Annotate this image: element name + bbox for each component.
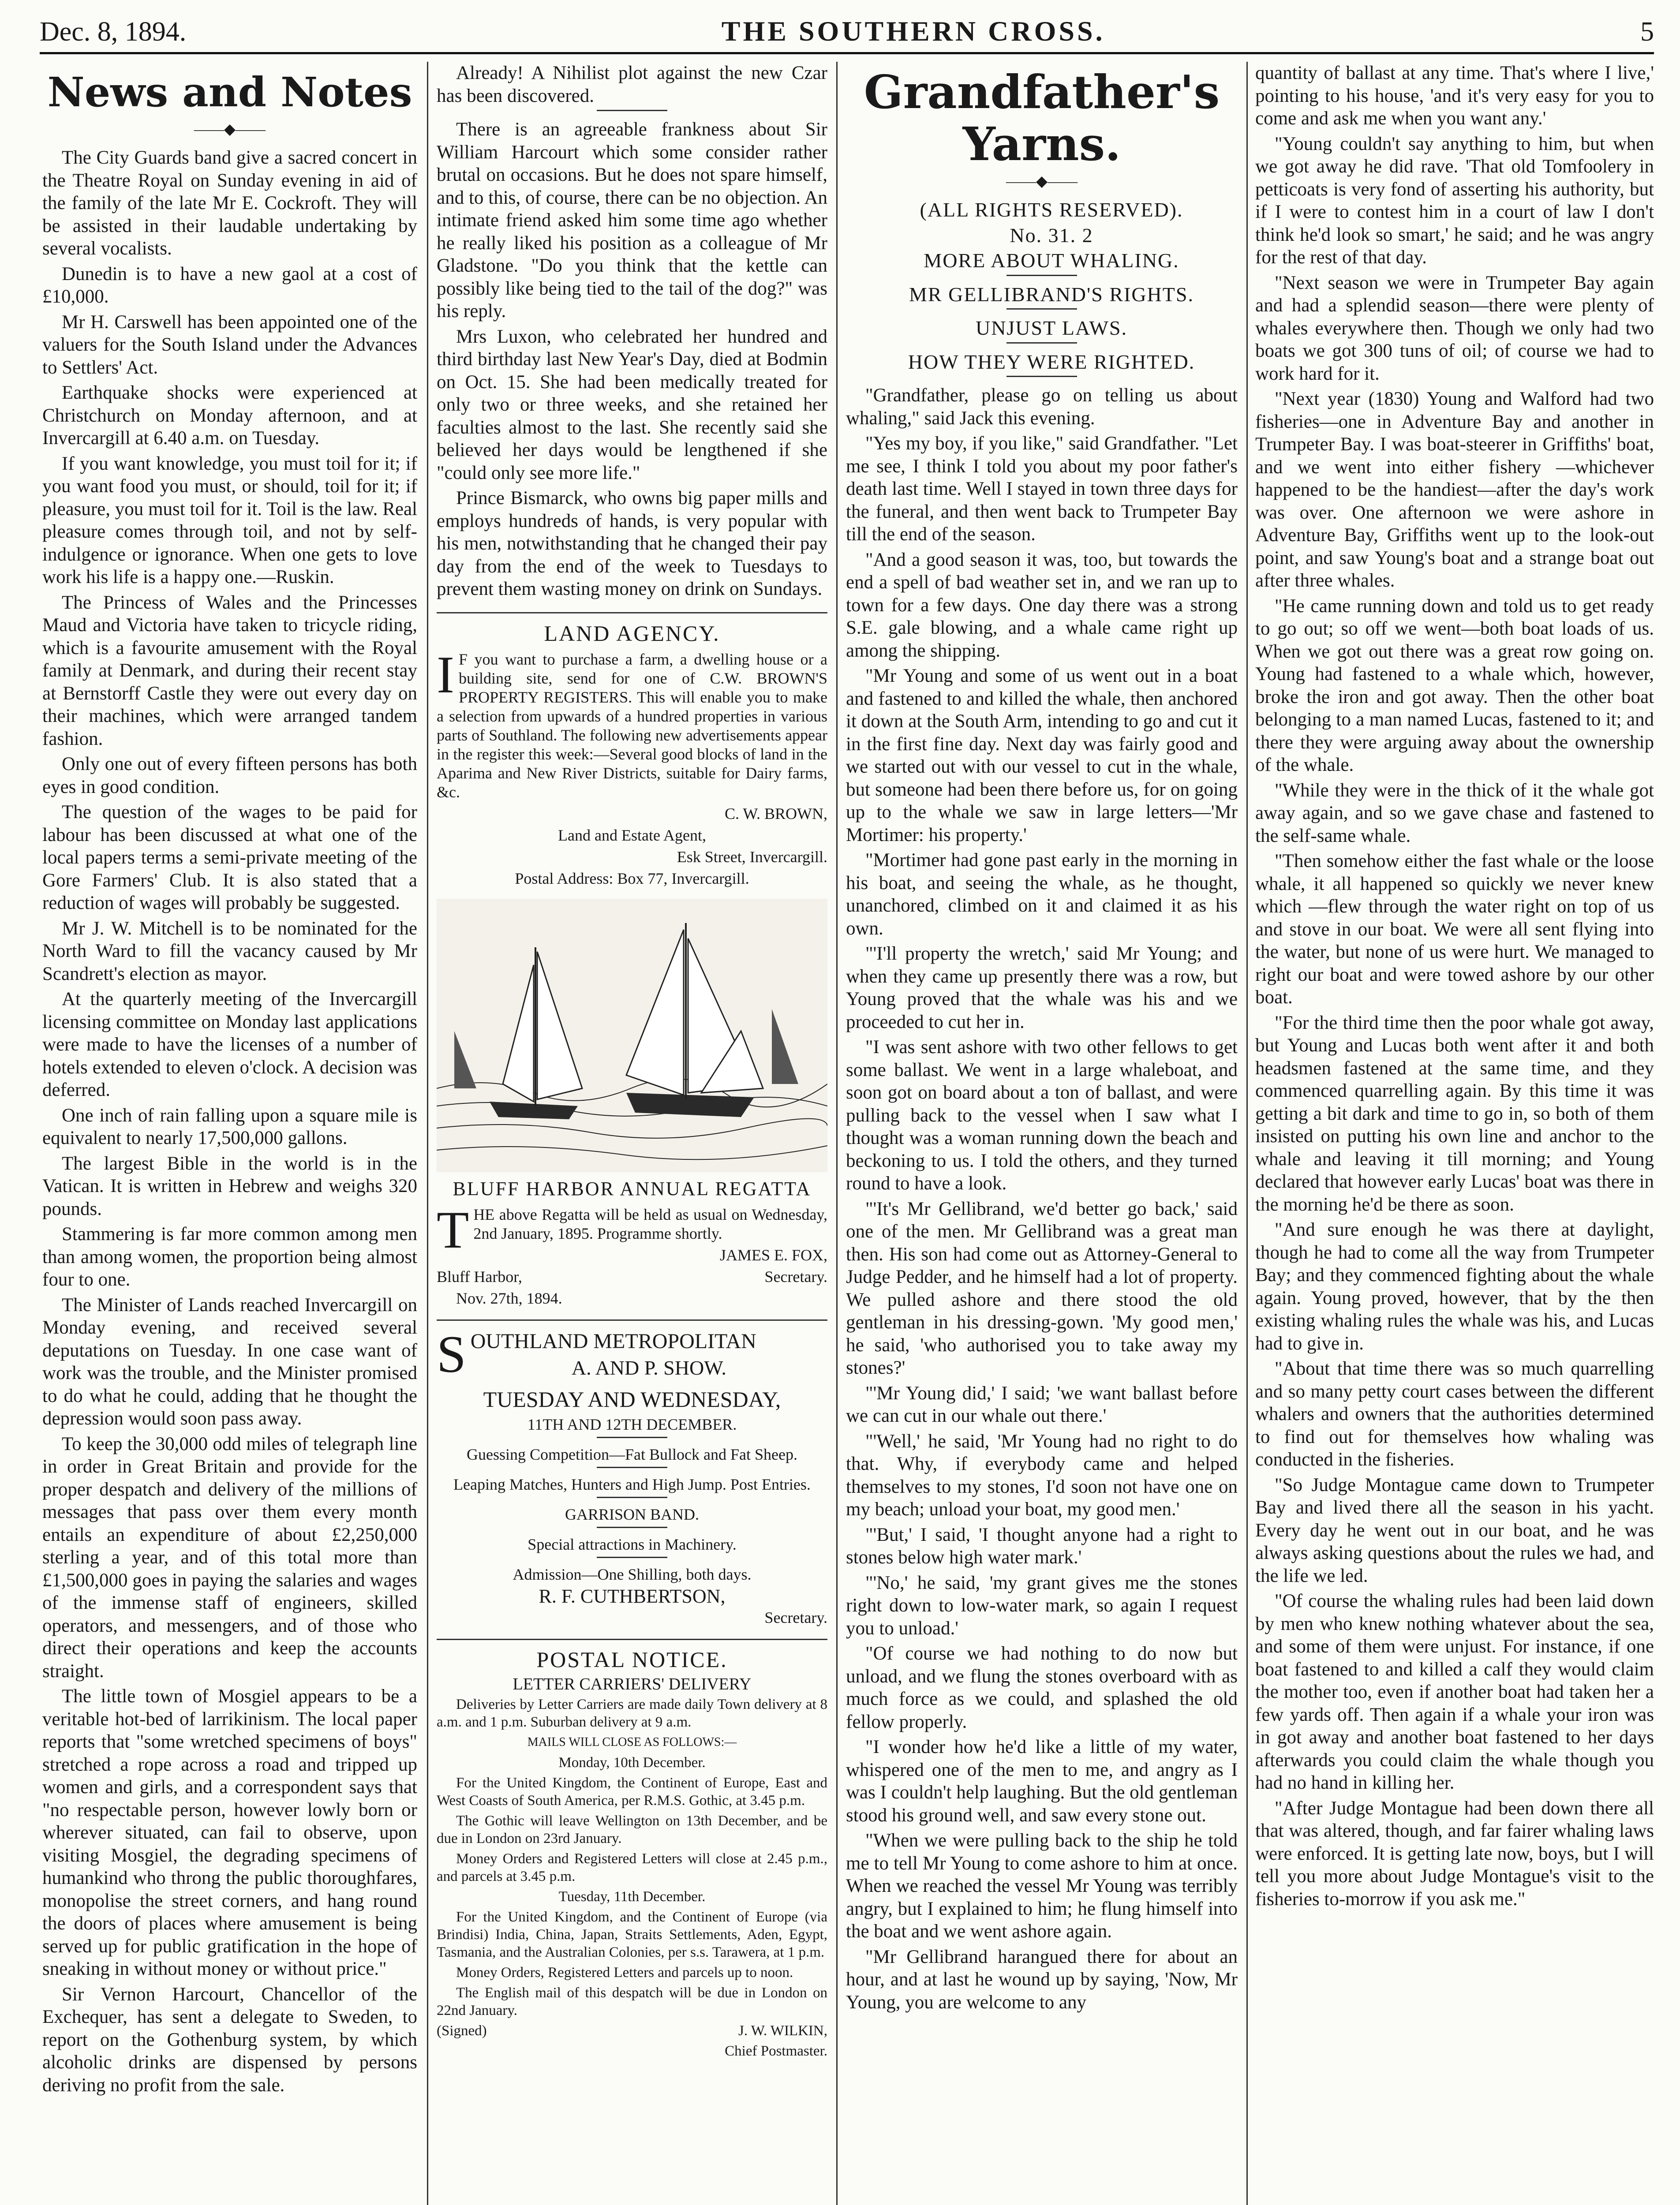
show-item: Guessing Competition—Fat Bullock and Fat Sheep.: [467, 1445, 797, 1463]
news-item: The largest Bible in the world is in the Vatican. It is written in Hebrew and weighs 320 pounds.: [42, 1153, 417, 1219]
news-item: Mr J. W. Mitchell is to be nominated for the North Ward to fill the vacancy caused by Mr Scandrett's election as mayor.: [42, 918, 417, 984]
land-agency-ad: [437, 612, 827, 888]
divider: [597, 1437, 667, 1438]
story-paragraph: "When we were pulling back to the ship he told me to tell Mr Young to come ashore to him at once. When we reached the vessel Mr Young was terribly angry, but I explained to him; he flung himself into the boat and we went ashore again.: [846, 1830, 1238, 1942]
postal-signed: (Signed): [437, 2022, 487, 2039]
postal-text: The Gothic will leave Wellington on 13th December, and be due in London on 23rd January.: [437, 1813, 827, 1846]
news-item: Earthquake shocks were experienced at Christchurch on Monday afternoon, and at Invercargill at 6.40 a.m. on Tuesday.: [42, 382, 417, 448]
news-item: The Minister of Lands reached Invercargill on Monday evening, and received several deputations on Tuesday. In one case want of work was the trouble, and the Minister promised to do what he could, adding that he thought the depression would soon pass away.: [42, 1294, 417, 1429]
story-paragraph: "He came running down and told us to get ready to go out; so off we went—both boat loads of us. When we got out there was a great row going on. Young had fastened to a whale which, however, broke the iron and got away. Then the other boat belonging to a man named Lucas, fastened to it; and there they were arguing away about the ownership of the whale.: [1255, 595, 1654, 775]
divider: [597, 1467, 667, 1468]
news-column: [42, 62, 417, 2205]
news-item: Mr H. Carswell has been appointed one of the valuers for the South Island under the Advances to Settlers' Act.: [42, 311, 417, 378]
postal-day: Tuesday, 11th December.: [558, 1888, 706, 1905]
news-heading: News and Notes: [47, 68, 412, 116]
story-paragraph: "So Judge Montague came down to Trumpeter Bay and lived there all the season in his yacht. Every day he went out in our boat, and he was always asking questions about the rules we had, and the life we led.: [1255, 1474, 1654, 1586]
column-rule: [836, 62, 838, 2205]
ornament-rule: ——◆——: [194, 121, 266, 138]
story-paragraph: "Yes my boy, if you like," said Grandfather. "Let me see, I think I told you about my poor father's death last time. Well I stayed in town three days for the funeral, and then went back to Trumpeter Bay till the end of the season.: [846, 433, 1238, 545]
story-number: No. 31. 2: [1010, 224, 1093, 247]
news-item: Only one out of every fifteen persons has both eyes in good condition.: [42, 754, 417, 797]
divider: [597, 1497, 667, 1498]
show-item: Admission—One Shilling, both days.: [513, 1565, 752, 1583]
ad-title: BLUFF HARBOR ANNUAL REGATTA: [453, 1177, 812, 1200]
news-item: Prince Bismarck, who owns big paper mills and employs hundreds of hands, is very popular with his men, notwithstanding that he changed their pay day from the end of the week to Tuesdays to prevent them wasting money on drink on Sundays.: [437, 488, 827, 599]
story-paragraph: "While they were in the thick of it the whale got away again, and so we gave chase and fastened to the self-same whale.: [1255, 780, 1654, 846]
news-item: The Princess of Wales and the Princesses Maud and Victoria have taken to tricycle riding, which is a favourite amusement with the Royal family at Denmark, and during their recent stay at Bernstorff Castle they were out every day on their machines, which were arranged tandem fashion.: [42, 592, 417, 749]
news-item: One inch of rain falling upon a square mile is equivalent to nearly 17,500,000 gallons.: [42, 1105, 417, 1148]
ad-title: LAND AGENCY.: [544, 620, 720, 646]
ornament-rule: ——◆——: [1006, 173, 1078, 190]
story-paragraph: "I wonder how he'd like a little of my water, whispered one of the men to me, and angry as I was I couldn't help laughing. But the old gentleman stood his ground well, and saw every stone out.: [846, 1737, 1238, 1826]
ad-signer: J. W. WILKIN,: [738, 2022, 827, 2039]
ad-date: Nov. 27th, 1894.: [456, 1289, 562, 1307]
story-paragraph: "Then somehow either the fast whale or the loose whale, it all happened so quickly we never knew which —flew through the water right on top of us and stove in our boat. We were all sent flying into the water, but none of us were hurt. We managed to right our boat and were towed ashore by our other boat.: [1255, 851, 1654, 1008]
ad-signer-role: Chief Postmaster.: [725, 2043, 827, 2059]
ad-title: POSTAL NOTICE.: [536, 1647, 728, 1672]
divider: [1007, 275, 1077, 276]
story-paragraph: "About that time there was so much quarrelling and so many petty court cases between the different whalers and owners that the authorities determined to find out for themselves how whaling was conducted in the fisheries.: [1255, 1358, 1654, 1470]
show-ad: [437, 1319, 827, 1627]
story-paragraph: "Of course we had nothing to do now but unload, and we flung the stones overboard with as much force as we could, and splashed the old fellow properly.: [846, 1643, 1238, 1732]
story-heading: Grandfather's Yarns.: [864, 65, 1220, 171]
story-paragraph: "And a good season it was, too, but towards the end a spell of bad weather set in, and we ran up to town for a few days. One day there was a strong S.E. gale blowing, and a whale came right up among the shipping.: [846, 549, 1238, 661]
ad-body: HE above Regatta will be held as usual on Wednesday, 2nd January, 1895. Programme shortly.: [473, 1205, 827, 1242]
postal-notice: [437, 1639, 827, 2060]
story-paragraph: "Mr Gellibrand harangued there for about an hour, and at last he wound up by saying, 'Now, Mr Young, you are welcome to any: [846, 1946, 1238, 2013]
story-subheading: MORE ABOUT WHALING.: [924, 249, 1179, 272]
divider: [597, 1557, 667, 1558]
ad-subtitle: LETTER CARRIERS' DELIVERY: [513, 1674, 752, 1693]
story-paragraph: "'It's Mr Gellibrand, we'd better go back,' said one of the men. Mr Gellibrand was a great man then. His son had come out as Attorney-General to Judge Pedder, and he himself had a lot of property. We pulled ashore and there stood the old gentleman in his dressing-gown. 'My good men,' he said, 'who authorised you to take away my stones?': [846, 1198, 1238, 1378]
story-paragraph: "After Judge Montague had been down there all that was altered, though, and far fairer whaling laws were enforced. It is getting late now, boys, but I will tell you more about Judge Montague's visit to the fisheries to-morrow if you ask me.": [1255, 1798, 1654, 1910]
issue-date: Dec. 8, 1894.: [40, 17, 187, 47]
page-number: 5: [1640, 17, 1654, 47]
story-subheading: HOW THEY WERE RIGHTED.: [908, 350, 1195, 373]
news-item: There is an agreeable frankness about Sir William Harcourt which some consider rather brutal on occasions. But he does not spare himself, and to this, of course, there can be no objection. An intimate friend asked him some time ago whether he really liked his position as a colleague of Mr Gladstone. "Do you think that the kettle can possibly like being tied to the tail of the dog?" was his reply.: [437, 119, 827, 321]
drop-cap: T: [437, 1200, 469, 1259]
story-rights: (ALL RIGHTS RESERVED).: [920, 198, 1183, 221]
divider: [1007, 376, 1077, 377]
postal-text: Deliveries by Letter Carriers are made daily Town delivery at 8 a.m. and 1 p.m. Suburban delivery at 9 a.m.: [437, 1696, 827, 1730]
divider: [597, 110, 667, 111]
story-paragraph: "'No,' he said, 'my grant gives me the stones right down to low-water mark, so again I request you to unload.': [846, 1572, 1238, 1639]
regatta-ship-illustration: [437, 899, 827, 1172]
news-item: Stammering is far more common among men than among women, the proportion being almost four to one.: [42, 1224, 417, 1290]
story-paragraph: "'I'll property the wretch,' said Mr Young; and when they came up presently there was a row, but Young proved that the whale was his and we proceeded to cut her in.: [846, 943, 1238, 1032]
column-rule: [427, 62, 428, 2205]
postal-text: The English mail of this despatch will be due in London on 22nd January.: [437, 1984, 827, 2018]
news-item: Already! A Nihilist plot against the new Czar has been discovered.: [437, 63, 827, 106]
postal-text: Money Orders and Registered Letters will close at 2.45 p.m., and parcels at 3.45 p.m.: [437, 1850, 827, 1884]
ad-body: F you want to purchase a farm, a dwelling house or a building site, send for one of C.W. BROWN'S PROPERTY REGISTERS. This will enable you to make a selection from upwards of a hundred properties in various parts of Southland. The following new advertisements appear in the register this week:—Several good blocks of land in the Aparima and New River Districts, suitable for Dairy farms, &c.: [437, 650, 827, 801]
regatta-ad: [437, 1179, 827, 1308]
news-item: The little town of Mosgiel appears to be a veritable hot-bed of larrikinism. The local paper reports that "some wretched specimens of boys" stretched a rope across a road and tripped up women and girls, and a correspondent says that "no respectable person, however lowly born or wherever situated, can fail to observe, upon visiting Mosgiel, the degrading specimens of humankind who throng the public thoroughfares, monopolise the street corners, and hang round the doors of places where amusement is being served up for public gratification in the hope of sneaking in without money or without price.": [42, 1686, 417, 1979]
ad-signer-role: Secretary.: [764, 1267, 827, 1286]
story-subheading: MR GELLIBRAND'S RIGHTS.: [909, 283, 1194, 306]
ad-signer: R. F. CUTHBERTSON,: [539, 1585, 726, 1607]
news-item: Dunedin is to have a new gaol at a cost of £10,000.: [42, 263, 417, 307]
story-subheading: UNJUST LAWS.: [975, 317, 1128, 339]
news-item: The question of the wages to be paid for labour has been discussed at what one of the local papers terms a semi-private meeting of the Gore Farmers' Club. It is also stated that a reduction of wages will probably be suggested.: [42, 802, 417, 913]
divider: [597, 1527, 667, 1528]
drop-cap: S: [437, 1324, 466, 1383]
column-rule: [1246, 62, 1248, 2205]
story-paragraph: "I was sent ashore with two other fellows to get some ballast. We went in a large whaleboat, and soon got on board about a ton of ballast, and were pulling back to the vessel when I saw what I thought was a woman running down the beach and beckoning to us. I told the others, and they turned round to have a look.: [846, 1037, 1238, 1194]
postal-mails-heading: MAILS WILL CLOSE AS FOLLOWS:—: [527, 1735, 737, 1749]
show-days: TUESDAY AND WEDNESDAY,: [483, 1387, 781, 1412]
news-item: At the quarterly meeting of the Invercargill licensing committee on Monday last applications were made to have the licenses of a number of hotels extended to eleven o'clock. A decision was deferred.: [42, 989, 417, 1100]
ad-place: Bluff Harbor,: [437, 1267, 522, 1286]
news-item: Mrs Luxon, who celebrated her hundred and third birthday last New Year's Day, died at Bodmin on Oct. 15. She had been medically treated for only two or three weeks, and she retained her faculties almost to the last. She recently said she believed her days would be lengthened if she "could only see more life.": [437, 326, 827, 483]
story-paragraph: "Grandfather, please go on telling us about whaling," said Jack this evening.: [846, 385, 1238, 429]
ad-signer: JAMES E. FOX,: [719, 1246, 827, 1264]
sailing-ships-image: [437, 899, 827, 1172]
story-paragraph: "Next season we were in Trumpeter Bay again and had a splendid season—there were plenty of whales everywhere then. Though we only had two boats we got 300 tuns of oil; of course we had to work hard for it.: [1255, 272, 1654, 384]
ad-subtitle: A. AND P. SHOW.: [571, 1356, 726, 1379]
story-paragraph: "Mortimer had gone past early in the morning in his boat, and seeing the whale, as he thought, unanchored, climbed on it and claimed it as his own.: [846, 850, 1238, 939]
divider: [1007, 342, 1077, 344]
ad-signer: C. W. BROWN,: [724, 804, 827, 822]
story-paragraph: quantity of ballast at any time. That's where I live,' pointing to his house, 'and it's very easy for you to come and ask me when you want any.': [1255, 63, 1654, 129]
show-item: GARRISON BAND.: [565, 1505, 700, 1523]
show-item: Special attractions in Machinery.: [528, 1535, 737, 1553]
show-item: Leaping Matches, Hunters and High Jump. Post Entries.: [453, 1475, 811, 1493]
ad-title: OUTHLAND METROPOLITAN: [470, 1329, 756, 1353]
news-item: The City Guards band give a sacred concert in the Theatre Royal on Sunday evening in aid of the family of the late Mr E. Cockroft. They will be assisted in their laudable undertaking by several vocalists.: [42, 147, 417, 259]
story-paragraph: "Young couldn't say anything to him, but when we got away he did rave. 'That old Tomfoolery in petticoats is very fond of asserting his authority, but if I were to contest him in a court of law I don't think he'd look so smart,' he said; and he was angry for the rest of that day.: [1255, 133, 1654, 268]
story-column: [846, 62, 1238, 2205]
drop-cap: I: [437, 645, 454, 704]
newspaper-title: THE SOUTHERN CROSS.: [721, 15, 1105, 47]
story-paragraph: "For the third time then the poor whale got away, but Young and Lucas both went after it and both headsmen fastened at the same time, and they commenced quarrelling again. By this time it was getting a bit dark and time to go in, so both of them insisted on putting his own line and anchor to the whale and leaving it till morning; and Young declared that however early Lucas' boat was there in the morning he'd be there as soon.: [1255, 1012, 1654, 1215]
postal-text: For the United Kingdom, and the Continent of Europe (via Brindisi) India, China, Japan, Straits Settlements, Aden, Egypt, Tasmania, and the Australian Colonies, per s.s. Tarawera, at 1 p.m.: [437, 1909, 827, 1960]
page-header: [40, 12, 1654, 54]
ad-address: Esk Street, Invercargill.: [677, 848, 827, 866]
news-item: To keep the 30,000 odd miles of telegraph line in order in Great Britain and provide for the proper despatch and delivery of the millions of messages that pass over them every month entails an expenditure of about £2,250,000 sterling a year, and of this total more than £1,500,000 goes in paying the salaries and wages of the immense staff of engineers, skilled operators, and messengers, and of those who direct their operations and keep the accounts straight.: [42, 1433, 417, 1682]
ad-postal-address: Postal Address: Box 77, Invercargill.: [515, 869, 749, 887]
news-item: If you want knowledge, you must toil for it; if you want food you must, or should, toil for it; if pleasure, you must toil for it. Toil is the law. Real pleasure comes through toil, and not by self-indulgence or ignorance. When one gets to love work his life is a happy one.—Ruskin.: [42, 453, 417, 587]
misc-column: [437, 62, 827, 2205]
show-dates: 11TH AND 12TH DECEMBER.: [527, 1415, 737, 1433]
story-paragraph: "And sure enough he was there at daylight, though he had to come all the way from Trumpeter Bay; and they commenced fighting about the whale again. Young proved, however, that by the then existing whaling rules the whale was his, and Lucas had to give in.: [1255, 1219, 1654, 1354]
ad-signer-role: Land and Estate Agent,: [558, 826, 706, 844]
story-paragraph: "'Well,' he said, 'Mr Young had no right to do that. Why, if everybody came and helped themselves to my stones, I'd soon not have one on my beach; unload your boat, my good men.': [846, 1431, 1238, 1520]
story-paragraph: "Of course the whaling rules had been laid down by men who knew nothing whatever about the sea, and some of them were unjust. For instance, if one boat fastened to and killed a calf they would claim the mother too, even if another boat had taken her a few yards off. Then again if a whale your iron was in got away and another boat fastened to her days afterwards you could claim the whale though you had no hand in killing her.: [1255, 1591, 1654, 1793]
ad-signer-role: Secretary.: [764, 1608, 827, 1626]
divider: [1007, 308, 1077, 310]
story-paragraph: "Mr Young and some of us went out in a boat and fastened to and killed the whale, then anchored it down at the South Arm, intending to go and cut it in the first fine day. Next day was fairly good and we started out with our vessel to cut in the whale, but someone had been there before us, for on going up to the whale we saw in large letters—'Mr Mortimer: his property.': [846, 665, 1238, 845]
story-paragraph: "Next year (1830) Young and Walford had two fisheries—one in Adventure Bay and another in Trumpeter Bay. I was boat-steerer in Griffiths' boat, and we went into either fishery —whichever happened to be the handiest—after the day's work was over. One afternoon we were ashore in Adventure Bay, Griffiths went up to the look-out point, and saw Young's boat and a strange boat out after three whales.: [1255, 389, 1654, 591]
story-paragraph: "'Mr Young did,' I said; 'we want ballast before we can cut in our whale out there.': [846, 1383, 1238, 1426]
story-continued-column: [1255, 62, 1654, 2205]
postal-text: Money Orders, Registered Letters and parcels up to noon.: [456, 1964, 793, 1981]
news-item: Sir Vernon Harcourt, Chancellor of the Exchequer, has sent a delegate to Sweden, to report on the Gothenburg system, by which alcoholic drinks are dispensed by persons deriving no profit from the sale.: [42, 1984, 417, 2096]
postal-text: For the United Kingdom, the Continent of Europe, East and West Coasts of South America, per R.M.S. Gothic, at 3.45 p.m.: [437, 1775, 827, 1809]
story-paragraph: "'But,' I said, 'I thought anyone had a right to stones below high water mark.': [846, 1524, 1238, 1568]
postal-day: Monday, 10th December.: [558, 1754, 706, 1771]
